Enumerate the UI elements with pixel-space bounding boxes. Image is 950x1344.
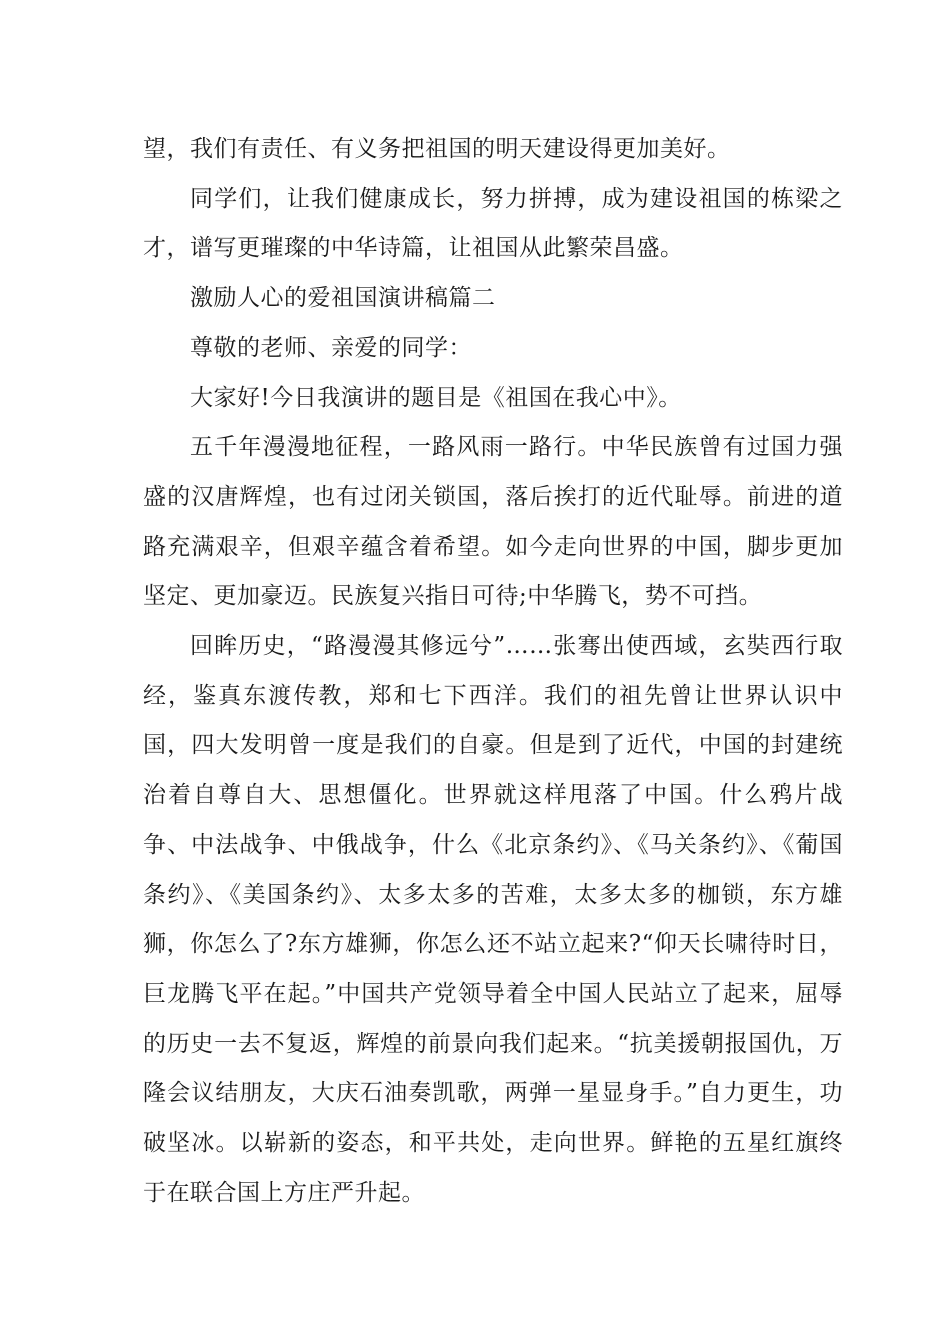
paragraph: 同学们，让我们健康成长，努力拼搏，成为建设祖国的栋梁之才，谱写更璀璨的中华诗篇，让祖国从此繁荣昌盛。 <box>143 185 843 262</box>
section-heading: 激励人心的爱祖国演讲稿篇二 <box>190 285 496 312</box>
paragraph: 大家好!今日我演讲的题目是《祖国在我心中》。 <box>190 384 682 411</box>
paragraph: 望，我们有责任、有义务把祖国的明天建设得更加美好。 <box>143 136 731 162</box>
paragraph: 回眸历史，“路漫漫其修远兮”……张骞出使西域，玄奘西行取经，鉴真东渡传教，郑和七下西洋。我们的祖先曾让世界认识中国，四大发明曾一度是我们的自豪。但是到了近代，中国的封建统治着自尊自大、思想僵化。世界就这样甩落了中国。什么鸦片战争、中法战争、中俄战争，什么《北京条约》、《马关条约》、《葡国条约》、《美国条约》、太多太多的苦难，太多太多的枷锁，东方雄狮，你怎么了?东方雄狮，你怎么还不站立起来?“仰天长啸待时日，巨龙腾飞平在起。”中国共产党领导着全中国人民站立了起来，屈辱的历史一去不复返，辉煌的前景向我们起来。“抗美援朝报国仇，万隆会议结朋友，大庆石油奏凯歌，两弹一星显身手。”自力更生，功破坚冰。以崭新的姿态，和平共处，走向世界。鲜艳的五星红旗终于在联合国上方庄严升起。 <box>143 633 843 1206</box>
paragraph: 五千年漫漫地征程，一路风雨一路行。中华民族曾有过国力强盛的汉唐辉煌，也有过闭关锁国，落后挨打的近代耻辱。前进的道路充满艰辛，但艰辛蕴含着希望。如今走向世界的中国，脚步更加坚定、更加豪迈。民族复兴指日可待;中华腾飞，势不可挡。 <box>143 434 843 610</box>
document-body <box>143 125 843 1218</box>
salutation: 尊敬的老师、亲爱的同学： <box>190 334 472 361</box>
